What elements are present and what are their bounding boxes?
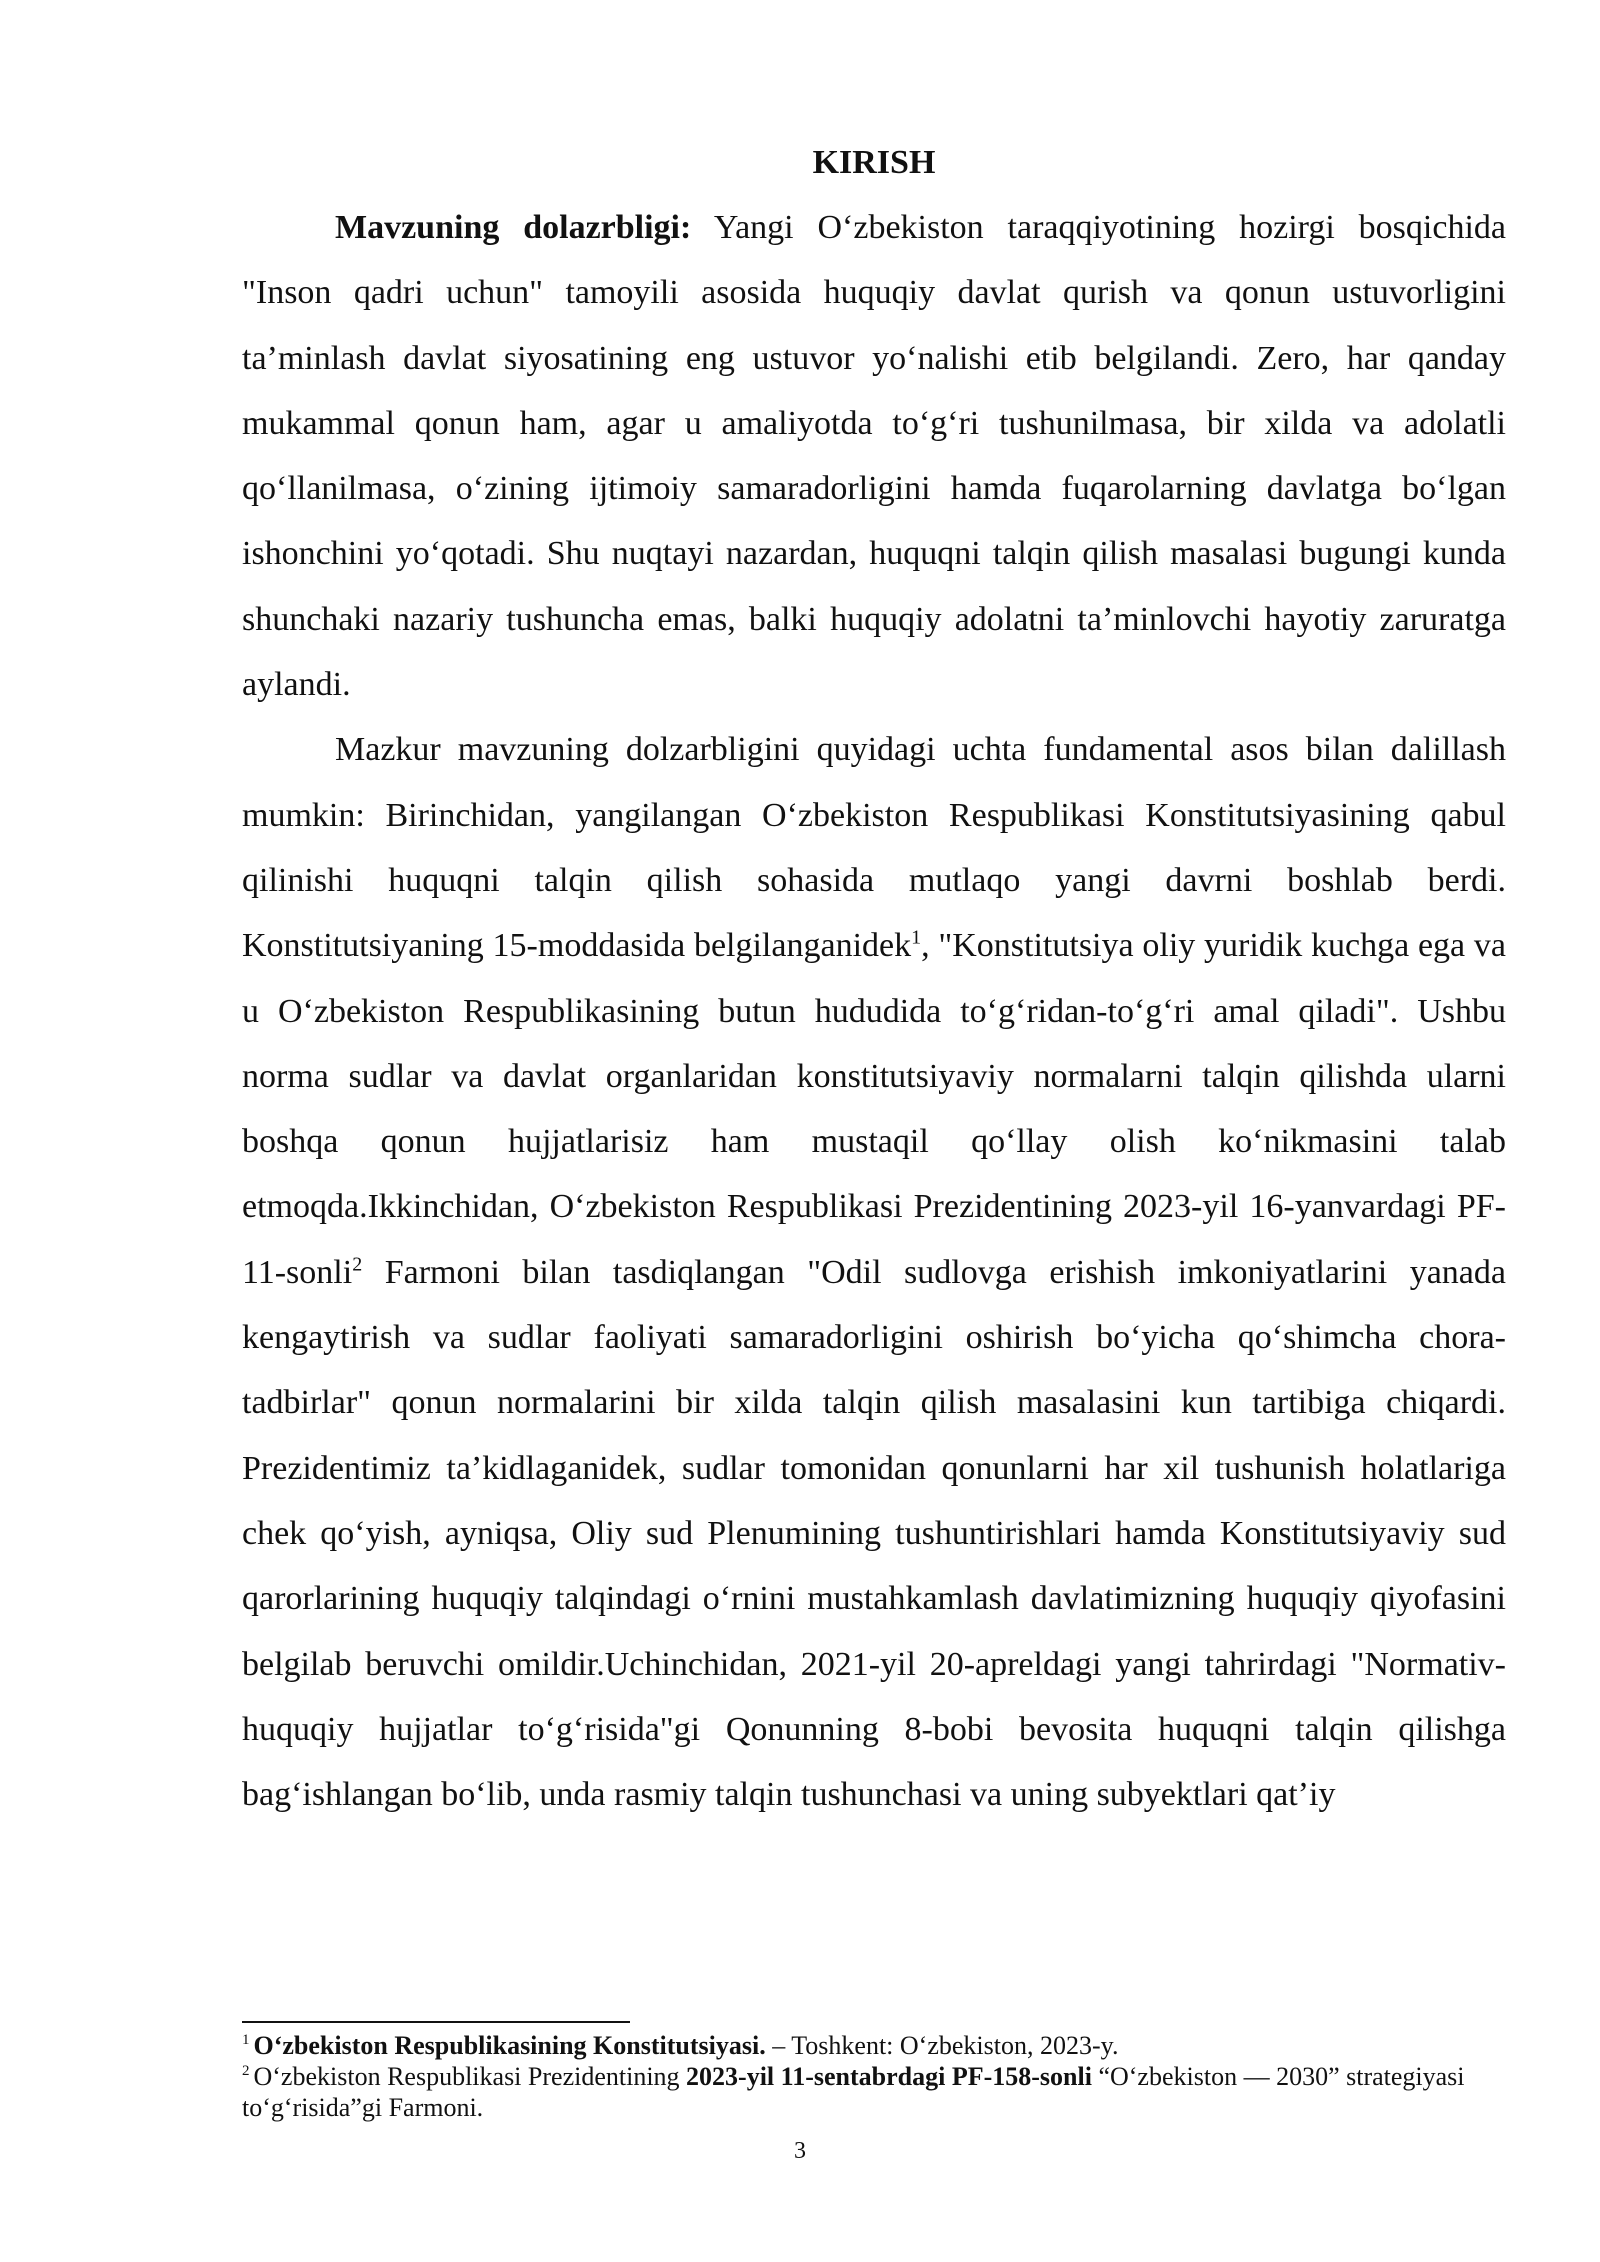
footnote-1-number: 1 bbox=[242, 2032, 250, 2049]
footnote-2-prefix: O‘zbekiston Respublikasi Prezidentining bbox=[253, 2062, 687, 2091]
grounds-text-part2: , "Konstitutsiya oliy yuridik kuchga ega va u O‘zbekiston Respublikasining butun hududida to‘g‘ridan-to‘g‘ri amal qiladi". Ushbu norma sudlar va davlat organlaridan konstitutsiyaviy normalarni talqin qilishda ularni boshqa qonun hujjatlarisiz ham mustaqil qo‘llay olish ko‘nikmasini talab etmoqda.Ikkinchidan, O‘zbekiston Respublikasi Prezidentining 2023-yil 16-yanvardagi PF-11-sonli bbox=[242, 927, 1507, 1291]
paragraph-grounds bbox=[242, 717, 1506, 1827]
footnote-ref-1[interactable]: 1 bbox=[911, 926, 922, 949]
footnotes bbox=[242, 2030, 1506, 2123]
main-body bbox=[242, 130, 1506, 1827]
footnote-2 bbox=[242, 2061, 1506, 2123]
section-heading: KIRISH bbox=[812, 144, 936, 181]
relevance-text: Yangi O‘zbekiston taraqqiyotining hozirgi bosqichida "Inson qadri uchun" tamoyili asosida huquqiy davlat qurish va qonun ustuvorligini ta’minlash davlat siyosatining eng ustuvor yo‘nalishi etib belgilandi. Zero, har qanday mukammal qonun ham, agar u amaliyotda to‘g‘ri tushunilmasa, bir xilda va adolatli qo‘llanilmasa, o‘zining ijtimoiy samaradorligini hamda fuqarolarning davlatga bo‘lgan ishonchini yo‘qotadi. Shu nuqtayi nazardan, huquqni talqin qilish masalasi bugungi kunda shunchaki nazariy tushuncha emas, balki huquqiy adolatni ta’minlovchi hayotiy zaruratga aylandi. bbox=[242, 209, 1506, 704]
grounds-text-part1: Mazkur mavzuning dolzarbligini quyidagi uchta fundamental asos bilan dalillash mumkin: Birinchidan, yangilangan O‘zbekiston Respublikasi Konstitutsiyasining qabul qilinishi huquqni talqin qilish sohasida mutlaqo yangi davrni boshlab berdi. Konstitutsiyaning 15-moddasida belgilanganidek bbox=[242, 731, 1506, 965]
footnote-1-details: – Toshkent: O‘zbekiston, 2023-y. bbox=[765, 2031, 1119, 2060]
paragraph-relevance bbox=[242, 195, 1506, 717]
footnote-2-decree: 2023-yil 11-sentabrdagi PF-158-sonli bbox=[686, 2062, 1092, 2091]
footnote-1 bbox=[242, 2030, 1506, 2061]
footnote-1-source-title: O‘zbekiston Respublikasining Konstitutsiyasi. bbox=[253, 2031, 766, 2060]
footnote-ref-2[interactable]: 2 bbox=[352, 1253, 363, 1276]
grounds-text-part3: Farmoni bilan tasdiqlangan "Odil sudlovga erishish imkoniyatlarini yanada kengaytirish va sudlar faoliyati samaradorligini oshirish bo‘yicha qo‘shimcha chora-tadbirlar" qonun normalarini bir xilda talqin qilish masalasini kun tartibiga chiqardi. Prezidentimiz ta’kidlaganidek, sudlar tomonidan qonunlarni har xil tushunish holatlariga chek qo‘yish, ayniqsa, Oliy sud Plenumining tushuntirishlari hamda Konstitutsiyaviy sud qarorlarining huquqiy talqindagi o‘rnini mustahkamlash davlatimizning huquqiy qiyofasini belgilab beruvchi omildir.Uchinchidan, 2021-yil 20-apreldagi yangi tahrirdagi "Normativ-huquqiy hujjatlar to‘g‘risida"gi Qonunning 8-bobi bevosita huquqni talqin qilishga bag‘ishlangan bo‘lib, unda rasmiy talqin tushunchasi va uning subyektlari qat’iy bbox=[242, 1253, 1506, 1814]
page-number: 3 bbox=[794, 2138, 806, 2164]
footnote-2-details: “O‘zbekiston — 2030” strategiyasi to‘g‘risida”gi Farmoni. bbox=[242, 2062, 1465, 2122]
footnote-2-number: 2 bbox=[242, 2063, 250, 2080]
relevance-lead: Mavzuning dolazrbligi: bbox=[335, 209, 692, 246]
footnote-separator bbox=[242, 2021, 630, 2023]
